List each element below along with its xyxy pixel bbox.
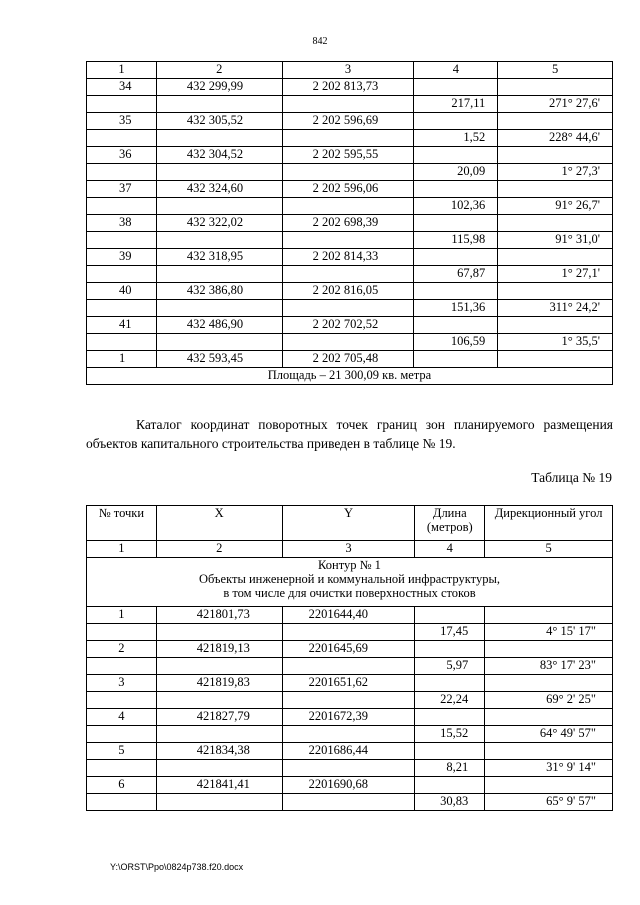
column-number: 1 xyxy=(87,62,157,79)
point-number xyxy=(87,164,157,181)
length xyxy=(415,709,485,726)
length xyxy=(414,249,498,266)
table-row xyxy=(87,283,613,300)
y-coordinate: 2 202 816,05 xyxy=(282,283,414,300)
header-length: Длина (метров) xyxy=(415,506,485,541)
table-19-caption: Таблица № 19 xyxy=(531,470,612,485)
length: 1,52 xyxy=(414,130,498,147)
length: 30,83 xyxy=(415,794,485,811)
x-coordinate: 432 386,80 xyxy=(156,283,282,300)
y-coordinate xyxy=(282,130,414,147)
length xyxy=(415,675,485,692)
length: 115,98 xyxy=(414,232,498,249)
x-coordinate xyxy=(156,794,282,811)
y-coordinate: 2201690,68 xyxy=(282,777,415,794)
length: 217,11 xyxy=(414,96,498,113)
direction-angle xyxy=(498,351,613,368)
y-coordinate: 2201645,69 xyxy=(282,641,415,658)
y-coordinate xyxy=(282,760,415,777)
point-number xyxy=(87,794,157,811)
length: 102,36 xyxy=(414,198,498,215)
x-coordinate: 432 486,90 xyxy=(156,317,282,334)
x-coordinate: 421819,13 xyxy=(156,641,282,658)
table-number-row xyxy=(87,62,613,79)
point-number: 37 xyxy=(87,181,157,198)
direction-angle xyxy=(485,777,613,794)
column-number: 4 xyxy=(415,541,485,558)
table-row xyxy=(87,794,613,811)
x-coordinate: 432 304,52 xyxy=(156,147,282,164)
x-coordinate: 432 324,60 xyxy=(156,181,282,198)
length: 17,45 xyxy=(415,624,485,641)
y-coordinate xyxy=(282,164,414,181)
table-row xyxy=(87,232,613,249)
point-number xyxy=(87,232,157,249)
table-row xyxy=(87,130,613,147)
table-row xyxy=(87,266,613,283)
length: 67,87 xyxy=(414,266,498,283)
y-coordinate xyxy=(282,726,415,743)
direction-angle xyxy=(498,181,613,198)
table-row xyxy=(87,96,613,113)
point-number xyxy=(87,198,157,215)
x-coordinate xyxy=(156,232,282,249)
y-coordinate xyxy=(282,300,414,317)
y-coordinate xyxy=(282,334,414,351)
point-number: 35 xyxy=(87,113,157,130)
y-coordinate: 2 202 596,69 xyxy=(282,113,414,130)
table-row xyxy=(87,607,613,624)
point-number xyxy=(87,300,157,317)
x-coordinate: 421834,38 xyxy=(156,743,282,760)
table-row xyxy=(87,726,613,743)
y-coordinate: 2 202 595,55 xyxy=(282,147,414,164)
y-coordinate xyxy=(282,266,414,283)
column-number: 1 xyxy=(87,541,157,558)
y-coordinate: 2201644,40 xyxy=(282,607,415,624)
x-coordinate xyxy=(156,658,282,675)
length xyxy=(414,181,498,198)
point-number: 4 xyxy=(87,709,157,726)
table-row xyxy=(87,743,613,760)
length: 20,09 xyxy=(414,164,498,181)
y-coordinate xyxy=(282,624,415,641)
point-number xyxy=(87,760,157,777)
x-coordinate: 421801,73 xyxy=(156,607,282,624)
direction-angle: 1° 27,1' xyxy=(498,266,613,283)
x-coordinate: 421819,83 xyxy=(156,675,282,692)
table-row xyxy=(87,300,613,317)
point-number xyxy=(87,266,157,283)
direction-angle: 1° 35,5' xyxy=(498,334,613,351)
x-coordinate: 432 305,52 xyxy=(156,113,282,130)
length: 22,24 xyxy=(415,692,485,709)
x-coordinate: 432 299,99 xyxy=(156,79,282,96)
y-coordinate xyxy=(282,692,415,709)
direction-angle: 228° 44,6' xyxy=(498,130,613,147)
point-number xyxy=(87,624,157,641)
y-coordinate: 2 202 814,33 xyxy=(282,249,414,266)
y-coordinate xyxy=(282,794,415,811)
direction-angle: 271° 27,6' xyxy=(498,96,613,113)
direction-angle xyxy=(485,607,613,624)
direction-angle xyxy=(498,283,613,300)
contour-title: Контур № 1 xyxy=(318,558,381,572)
point-number xyxy=(87,692,157,709)
table-row xyxy=(87,777,613,794)
table-row xyxy=(87,675,613,692)
y-coordinate: 2201686,44 xyxy=(282,743,415,760)
x-coordinate xyxy=(156,760,282,777)
contour-description-line-1: Объекты инженерной и коммунальной инфраструктуры, xyxy=(198,572,500,586)
point-number: 1 xyxy=(87,351,157,368)
x-coordinate xyxy=(156,692,282,709)
y-coordinate: 2 202 698,39 xyxy=(282,215,414,232)
length xyxy=(414,113,498,130)
column-number: 2 xyxy=(156,62,282,79)
direction-angle: 91° 26,7' xyxy=(498,198,613,215)
y-coordinate: 2 202 596,06 xyxy=(282,181,414,198)
direction-angle: 64° 49' 57" xyxy=(485,726,613,743)
table-row xyxy=(87,164,613,181)
table-row xyxy=(87,334,613,351)
table-row xyxy=(87,147,613,164)
y-coordinate xyxy=(282,658,415,675)
length: 151,36 xyxy=(414,300,498,317)
length xyxy=(415,743,485,760)
length xyxy=(414,317,498,334)
y-coordinate xyxy=(282,198,414,215)
direction-angle: 311° 24,2' xyxy=(498,300,613,317)
length xyxy=(414,147,498,164)
direction-angle xyxy=(485,709,613,726)
point-number: 36 xyxy=(87,147,157,164)
table-row xyxy=(87,760,613,777)
y-coordinate: 2 202 705,48 xyxy=(282,351,414,368)
length xyxy=(415,641,485,658)
contour-title-cell xyxy=(87,558,613,607)
x-coordinate xyxy=(156,334,282,351)
table-row xyxy=(87,79,613,96)
length xyxy=(414,79,498,96)
header-y: Y xyxy=(282,506,415,541)
point-number xyxy=(87,130,157,147)
length xyxy=(415,607,485,624)
page-number: 842 xyxy=(312,36,328,47)
table-row xyxy=(87,215,613,232)
length xyxy=(415,777,485,794)
x-coordinate: 421827,79 xyxy=(156,709,282,726)
coordinates-table-19 xyxy=(86,505,613,811)
x-coordinate xyxy=(156,96,282,113)
table-row xyxy=(87,198,613,215)
table-header-row xyxy=(87,506,613,541)
direction-angle: 91° 31,0' xyxy=(498,232,613,249)
point-number: 6 xyxy=(87,777,157,794)
coordinates-table-1 xyxy=(86,61,613,385)
point-number: 5 xyxy=(87,743,157,760)
column-number: 5 xyxy=(498,62,613,79)
x-coordinate xyxy=(156,164,282,181)
point-number xyxy=(87,334,157,351)
table-row xyxy=(87,624,613,641)
x-coordinate xyxy=(156,130,282,147)
x-coordinate xyxy=(156,726,282,743)
point-number: 34 xyxy=(87,79,157,96)
point-number: 38 xyxy=(87,215,157,232)
length: 8,21 xyxy=(415,760,485,777)
y-coordinate xyxy=(282,232,414,249)
x-coordinate: 421841,41 xyxy=(156,777,282,794)
point-number: 3 xyxy=(87,675,157,692)
column-number: 2 xyxy=(156,541,282,558)
y-coordinate: 2201651,62 xyxy=(282,675,415,692)
header-direction-angle: Дирекционный угол xyxy=(485,506,613,541)
length: 5,97 xyxy=(415,658,485,675)
y-coordinate: 2 202 813,73 xyxy=(282,79,414,96)
point-number: 1 xyxy=(87,607,157,624)
column-number: 4 xyxy=(414,62,498,79)
point-number xyxy=(87,96,157,113)
x-coordinate: 432 318,95 xyxy=(156,249,282,266)
point-number: 2 xyxy=(87,641,157,658)
point-number: 41 xyxy=(87,317,157,334)
direction-angle xyxy=(498,147,613,164)
area-row xyxy=(87,368,613,385)
length: 106,59 xyxy=(414,334,498,351)
direction-angle xyxy=(498,249,613,266)
point-number xyxy=(87,726,157,743)
table-number-row xyxy=(87,541,613,558)
table-row xyxy=(87,317,613,334)
y-coordinate: 2201672,39 xyxy=(282,709,415,726)
table-row xyxy=(87,709,613,726)
direction-angle xyxy=(498,317,613,334)
column-number: 3 xyxy=(282,541,415,558)
point-number xyxy=(87,658,157,675)
direction-angle xyxy=(485,675,613,692)
direction-angle: 4° 15' 17" xyxy=(485,624,613,641)
table-row xyxy=(87,249,613,266)
length: 15,52 xyxy=(415,726,485,743)
direction-angle xyxy=(498,79,613,96)
direction-angle xyxy=(485,743,613,760)
file-path-footer: Y:\ORST\Ppo\0824p738.f20.docx xyxy=(110,862,244,872)
direction-angle: 69° 2' 25" xyxy=(485,692,613,709)
direction-angle xyxy=(498,215,613,232)
y-coordinate: 2 202 702,52 xyxy=(282,317,414,334)
x-coordinate xyxy=(156,624,282,641)
table-row xyxy=(87,692,613,709)
direction-angle xyxy=(485,641,613,658)
table-row xyxy=(87,658,613,675)
direction-angle: 83° 17' 23" xyxy=(485,658,613,675)
contour-description-line-2: в том числе для очистки поверхностных стоков xyxy=(223,586,476,600)
table-row xyxy=(87,113,613,130)
column-number: 3 xyxy=(282,62,414,79)
x-coordinate xyxy=(156,266,282,283)
table-row xyxy=(87,181,613,198)
column-number: 5 xyxy=(485,541,613,558)
length xyxy=(414,215,498,232)
point-number: 39 xyxy=(87,249,157,266)
x-coordinate: 432 322,02 xyxy=(156,215,282,232)
header-point-no: № точки xyxy=(87,506,157,541)
area-total: Площадь – 21 300,09 кв. метра xyxy=(87,368,613,385)
catalog-paragraph: Каталог координат поворотных точек границ зон планируемого размещения объектов капитального строительства приведен в таблице № 19. xyxy=(86,417,613,451)
length xyxy=(414,351,498,368)
x-coordinate xyxy=(156,300,282,317)
table-row xyxy=(87,641,613,658)
direction-angle: 65° 9' 57" xyxy=(485,794,613,811)
length xyxy=(414,283,498,300)
direction-angle xyxy=(498,113,613,130)
table-row xyxy=(87,351,613,368)
direction-angle: 1° 27,3' xyxy=(498,164,613,181)
y-coordinate xyxy=(282,96,414,113)
point-number: 40 xyxy=(87,283,157,300)
direction-angle: 31° 9' 14" xyxy=(485,760,613,777)
x-coordinate xyxy=(156,198,282,215)
contour-title-row xyxy=(87,558,613,607)
header-x: X xyxy=(156,506,282,541)
x-coordinate: 432 593,45 xyxy=(156,351,282,368)
